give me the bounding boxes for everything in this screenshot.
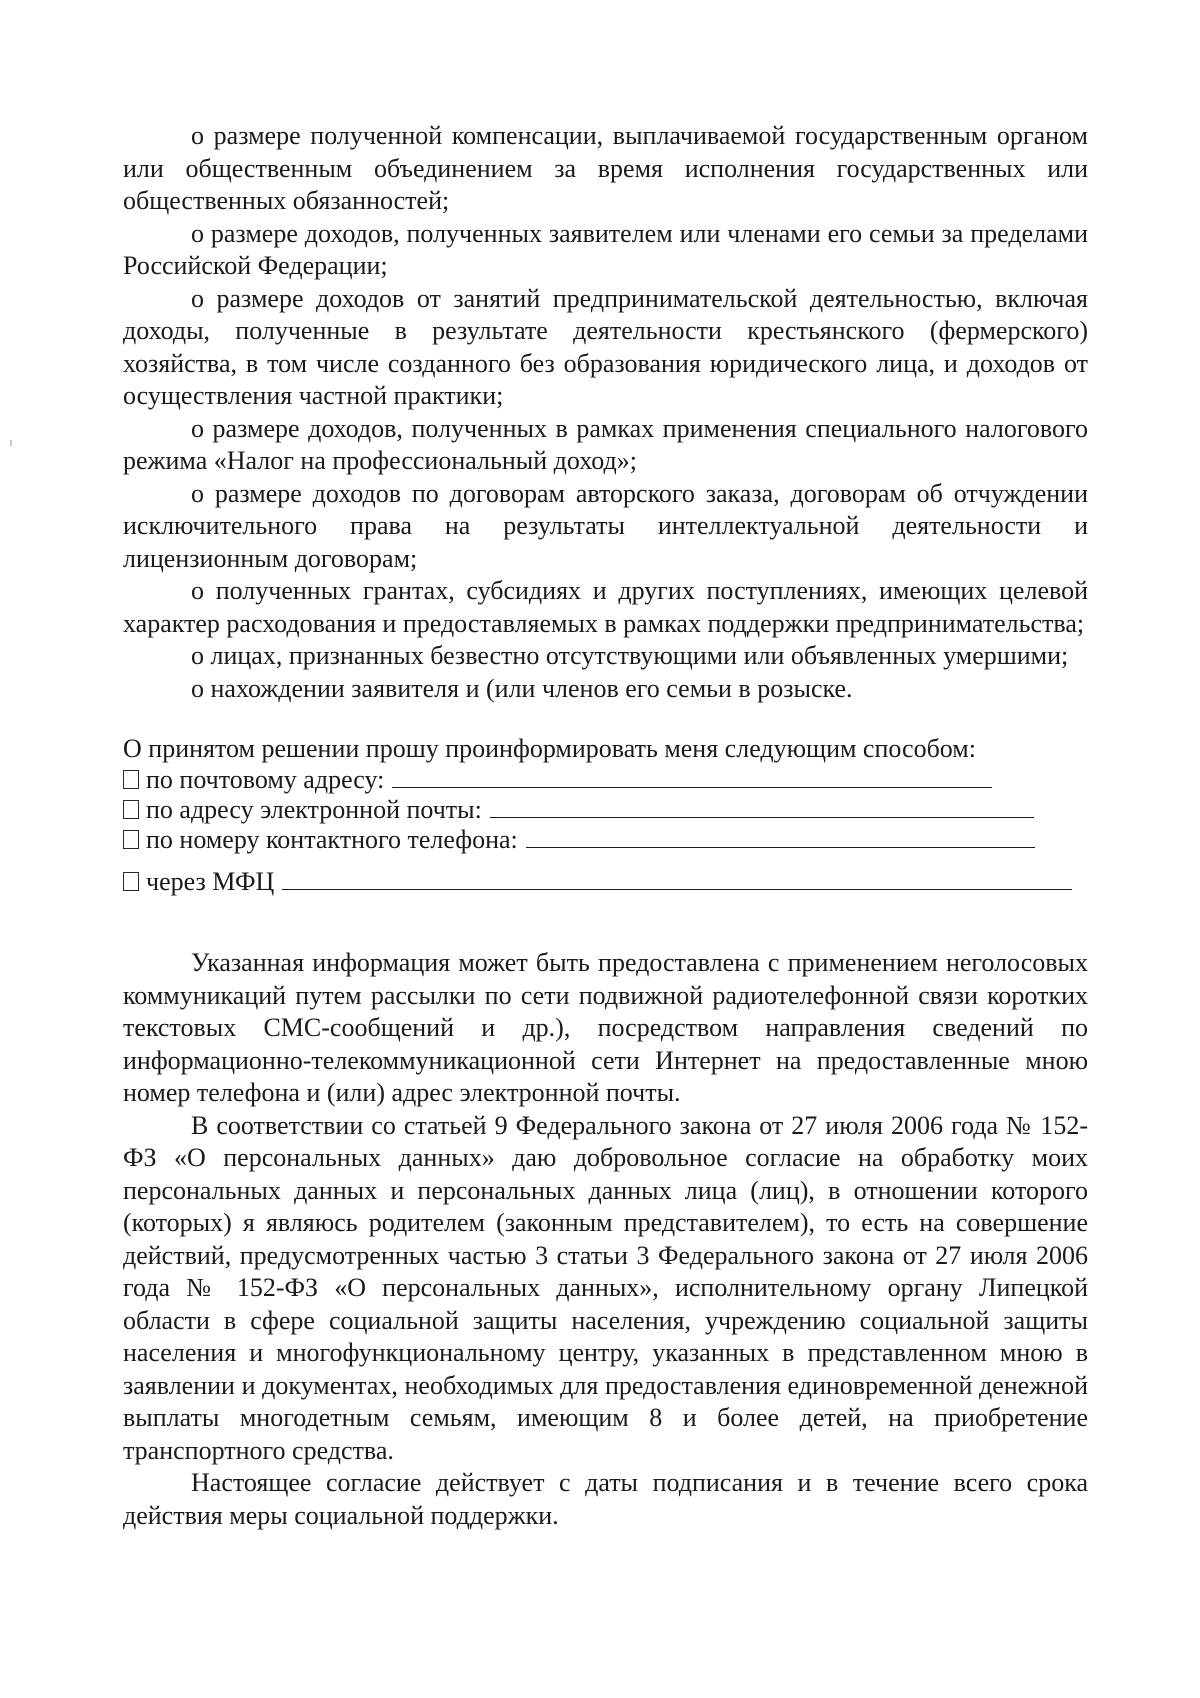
checkbox-icon[interactable] — [123, 770, 139, 789]
email-field[interactable] — [490, 816, 1034, 818]
income-item: о полученных грантах, субсидиях и других поступлениях, имеющих целевой характер расходования и предоставляемых в рамках поддержки предпринимательства; — [123, 576, 1088, 638]
option-email[interactable] — [123, 795, 1088, 825]
mfc-field[interactable] — [282, 888, 1072, 890]
option-label: через МФЦ — [146, 867, 275, 896]
income-item: о лицах, признанных безвестно отсутствующими или объявленных умершими; — [191, 641, 1069, 670]
notification-method-section — [123, 733, 1088, 897]
sms-info-paragraph: Указанная информация может быть предоставлена с применением неголосовых коммуникаций путем рассылки по сети подвижной радиотелефонной связи коротких текстовых СМС-сообщений и др.), посредством направления сведений по информационно-телекоммуникационной сети Интернет на предоставленные мною номер телефона и (или) адрес электронной почты. — [123, 948, 1088, 1107]
option-mfc[interactable] — [123, 855, 1088, 897]
income-item: о размере доходов, полученных заявителем или членами его семьи за пределами Российской Федерации; — [123, 218, 1088, 280]
consent-section — [123, 947, 1088, 1532]
option-postal-address[interactable] — [123, 765, 1088, 795]
income-item: о размере доходов по договорам авторского заказа, договорам об отчуждении исключительного права на результаты интеллектуальной деятельности и лицензионным договорам; — [123, 478, 1088, 573]
personal-data-consent-paragraph: В соответствии со статьей 9 Федерального закона от 27 июля 2006 года № 152-ФЗ «О персональных данных» даю добровольное согласие на обработку моих персональных данных и персональных данных лица (лиц), в отношении которого (которых) я являюсь родителем (законным представителем), то есть на совершение действий, предусмотренных частью 3 статьи 3 Федерального закона от 27 июля 2006 года № 152-ФЗ «О персональных данных», исполнительному органу Липецкой области в сфере социальной защиты населения, учреждению социальной защиты населения и многофункциональному центру, указанных в представленном мною в заявлении и документах, необходимых для предоставления единовременной денежной выплаты многодетным семьям, имеющим 8 и более детей, на приобретение транспортного средства. — [123, 1110, 1088, 1465]
notification-intro: О принятом решении прошу проинформировать меня следующим способом: — [123, 734, 976, 763]
income-item: о размере доходов, полученных в рамках применения специального налогового режима «Налог на профессиональный доход»; — [123, 413, 1088, 475]
checkbox-icon[interactable] — [123, 830, 139, 849]
income-item: о размере полученной компенсации, выплачиваемой государственным органом или общественным объединением за время исполнения государственных или общественных обязанностей; — [123, 121, 1088, 215]
income-items-section — [123, 120, 1088, 705]
income-item: о нахождении заявителя и (или членов его семьи в розыске. — [191, 673, 853, 703]
option-label: по почтовому адресу: — [146, 765, 385, 794]
checkbox-icon[interactable] — [123, 800, 139, 819]
checkbox-icon[interactable] — [123, 872, 139, 891]
option-phone[interactable] — [123, 825, 1088, 855]
phone-field[interactable] — [526, 846, 1035, 848]
income-item: о размере доходов от занятий предпринимательской деятельностью, включая доходы, полученные в результате деятельности крестьянского (фермерского) хозяйства, в том числе созданного без образования юридического лица, и доходов от осуществления частной практики; — [123, 283, 1088, 410]
postal-address-field[interactable] — [392, 786, 992, 788]
option-label: по адресу электронной почты: — [146, 795, 482, 824]
scan-mark — [10, 440, 12, 446]
option-label: по номеру контактного телефона: — [146, 825, 518, 854]
consent-validity-paragraph: Настоящее согласие действует с даты подписания и в течение всего срока действия меры социальной поддержки. — [123, 1468, 1088, 1530]
